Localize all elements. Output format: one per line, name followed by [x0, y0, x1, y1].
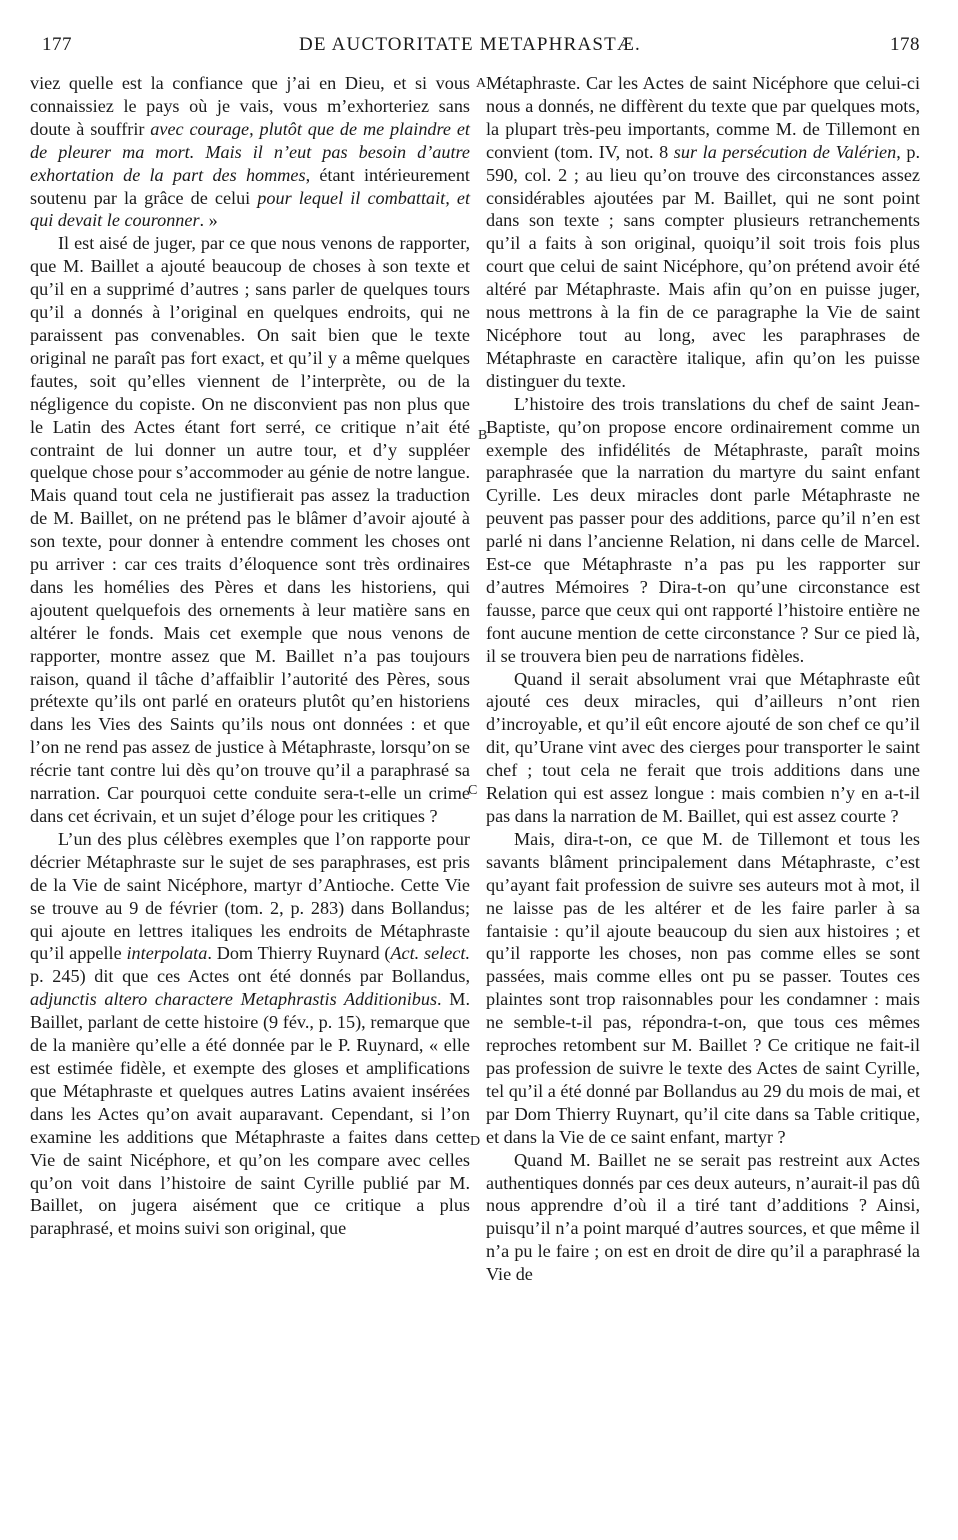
paragraph — [486, 1149, 920, 1286]
italic-text-span: sur la persécution de Valérien — [673, 141, 897, 162]
right-text-column — [486, 72, 920, 1286]
paragraph — [486, 72, 920, 393]
page-header — [20, 34, 920, 64]
paragraph — [30, 232, 470, 828]
paragraph — [486, 393, 920, 668]
running-title: DE AUCTORITATE METAPHRASTÆ. — [299, 34, 641, 55]
italic-text-span: interpolata — [126, 943, 208, 964]
text-span: Métaphraste. Car les Actes de saint Nicéphore que celui-ci nous a donnés, ne diffèrent du texte que par quelques mots, la plupart très-peu importants, comme M. de Tillemont en convient (tom. IV, not. 8 — [486, 73, 920, 162]
text-span: L’histoire des trois translations du chef de saint Jean-Baptiste, qu’on propose encore ordinairement comme un exemple des infidélités de Métaphraste, paraît moins paraphrasée que la narration du martyre du saint enfant Cyrille. Les deux miracles dont parle Métaphraste ne peuvent pas passer pour des additions, parce qu’il n’en est parlé ni dans l’ancienne Relation, ni dans celle de Marcel. Est-ce que Métaphraste n’a pas pu les rapporter sur d’autres Mémoires ? Dira-t-on qu’une circonstance est fausse, parce que ceux qui ont rapporté l’histoire entière ne font aucune mention de cette circonstance ? Sur ce pied là, il se trouvera bien peu de narrations fidèles. — [486, 393, 920, 666]
text-span: p. 245) dit que ces Actes ont été donnés par Bollandus, — [30, 966, 470, 987]
paragraph — [486, 668, 920, 828]
text-span: Mais, dira-t-on, ce que M. de Tillemont et tous les savants blâment principalement dans Métaphraste, c’est qu’ayant fait profession de suivre ses auteurs mot à mot, il ne laisse pas de les altérer et de les faire parler à sa fantaisie : qu’il ajoute beaucoup du sien aux histoires ; et qu’il rapporte les choses, non pas comme elles se sont passées, mais comme elles ont pu se passer. Toutes ces plaintes sont trop raisonnables pour les condamner : mais ne semble-t-il pas, répondra-t-on, que tous ces mêmes reproches retombent sur M. Baillet ? Ce critique ne fait-il pas profession de suivre le texte des Actes de saint Cyrille, tel qu’il a été donné par Bollandus au 29 du mois de mai, et par Dom Thierry Ruynart, qu’il cite dans sa Table critique, et dans la Vie de ce saint enfant, martyr ? — [486, 828, 920, 1147]
margin-marker-b: B — [478, 428, 488, 443]
text-span: . » — [199, 210, 218, 231]
paragraph — [30, 828, 470, 1240]
left-text-column — [30, 72, 470, 1240]
paragraph — [486, 828, 920, 1149]
text-span: viez quelle est la confiance que j’ai en Dieu, et si vous connaissiez le pays où je vais, vous m’exhorteriez sans doute à souffrir — [30, 73, 470, 139]
paragraph — [30, 72, 470, 232]
italic-text-span: adjunctis altero charactere Metaphrastis Additionibus — [30, 989, 438, 1010]
italic-text-span: Act. select. — [390, 943, 470, 964]
text-span: , étant intérieurement soutenu par la grâce de celui — [30, 164, 470, 208]
page-number-right: 178 — [890, 34, 920, 55]
margin-marker-c: C — [468, 783, 478, 798]
italic-text-span: pour lequel il combattait, et qui devait le couronner — [30, 187, 470, 231]
text-span: , p. 590, col. 2 ; au lieu qu’on trouve des circonstances assez considérables ajoutées par M. Baillet, qui ne sont point dans son texte ; sans compter plusieurs retranchements qu’il a faits à son original, quoiqu’il soit trois fois plus court que celui de saint Nicéphore, qu’on prétend avoir été altéré par Métaphraste. Mais afin qu’on en puisse juger, nous mettrons à la fin de ce paragraphe la Vie de saint Nicéphore tout au long, avec les paraphrases de Métaphraste en caractère italique, afin qu’on les puisse distinguer du texte. — [486, 141, 921, 391]
text-span: . Dom Thierry Ruynard ( — [207, 943, 391, 964]
text-span: Quand M. Baillet ne se serait pas restreint aux Actes authentiques donnés par ces deux auteurs, n’aurait-il pas dû nous apprendre d’où il a tiré tant d’additions ? Ainsi, puisqu’il n’a point marqué d’autres sources, et que même il n’a pu le faire ; on est en droit de dire qu’il a paraphrasé la Vie de — [486, 1149, 920, 1285]
text-span: L’un des plus célèbres exemples que l’on rapporte pour décrier Métaphraste sur le sujet de ses paraphrases, est pris de la Vie de saint Nicéphore, martyr d’Antioche. Cette Vie se trouve au 9 de février (tom. 2, p. 283) dans Bollandus; qui ajoute en lettres italiques les endroits de Métaphraste qu’il appelle — [30, 828, 470, 964]
page-number-left: 177 — [42, 34, 72, 55]
margin-marker-d: D — [470, 1134, 481, 1149]
text-span: . M. Baillet, parlant de cette histoire (9 fév., p. 15), remarque que de la manière qu’elle a été donnée par le P. Ruynard, « elle est estimée fidèle, et exempte des gloses et amplifications que Métaphraste et quelques autres Latins avaient insérées dans les Actes qu’on avait auparavant. Cependant, si l’on examine les additions que Métaphraste a faites dans cette Vie de saint Nicéphore, et qu’on les compare avec celles qu’on voit dans l’histoire de saint Cyrille publié par M. Baillet, on jugera aisément que ce critique a plus paraphrasé, et moins suivi son original, que — [30, 989, 471, 1239]
italic-text-span: avec courage, plutôt que de me plaindre et de pleurer ma mort. Mais il n’eut pas besoin d’autre exhortation de la part des hommes — [30, 118, 470, 185]
margin-marker-a: A — [476, 76, 487, 91]
text-span: Quand il serait absolument vrai que Métaphraste eût ajouté ces deux miracles, qui d’ailleurs n’ont rien d’incroyable, et qu’il eût encore ajouté de son chef ce qu’il dit, qu’Urane vint avec des cierges pour transporter le saint chef ; tout cela ne ferait que trois additions dans une Relation qui est assez longue : mais combien n’y en a-t-il pas dans la narration de M. Baillet, qui est assez courte ? — [486, 668, 920, 826]
text-span: Il est aisé de juger, par ce que nous venons de rapporter, que M. Baillet a ajouté beaucoup de choses à son texte et qu’il en a supprimé d’autres ; sans parler de quelques tours qu’il a donnés à l’original en quelques endroits, qui ne paraissent pas convenables. On sait bien que le texte original ne paraît pas fort exact, et qu’il y a même quelques fautes, soit qu’elles viennent de l’interprète, ou de la négligence du copiste. On ne disconvient pas non plus que le Latin des Actes étant fort serré, ce critique n’ait été contraint de lui donner un autre tour, et d’y suppléer quelque chose pour s’accommoder au génie de notre langue. Mais quand tout cela ne justifierait pas assez la traduction de M. Baillet, on ne prétend pas le blâmer d’avoir ajouté à son texte, pour donner à entendre comment les choses ont pu arriver : car ces traits d’éloquence sont très ordinaires dans les homélies des Pères et dans les historiens, qui ajoutent quelquefois des ornements à leur matière sans en altérer le fonds. Mais cet exemple que nous venons de rapporter, montre assez que M. Baillet n’a pas toujours raison, quand il tâche d’affaiblir l’autorité des Pères, sous prétexte qu’ils ont parlé en orateurs plutôt qu’en historiens dans les Vies des Saints qu’ils nous ont données : et que l’on ne rend pas assez de justice à Métaphraste, lorsqu’on se récrie tant contre lui dès qu’on trouve qu’il a paraphrasé sa narration. Car pourquoi cette conduite sera-t-elle un crime dans cet écrivain, et un sujet d’éloge pour les critiques ? — [30, 233, 470, 826]
